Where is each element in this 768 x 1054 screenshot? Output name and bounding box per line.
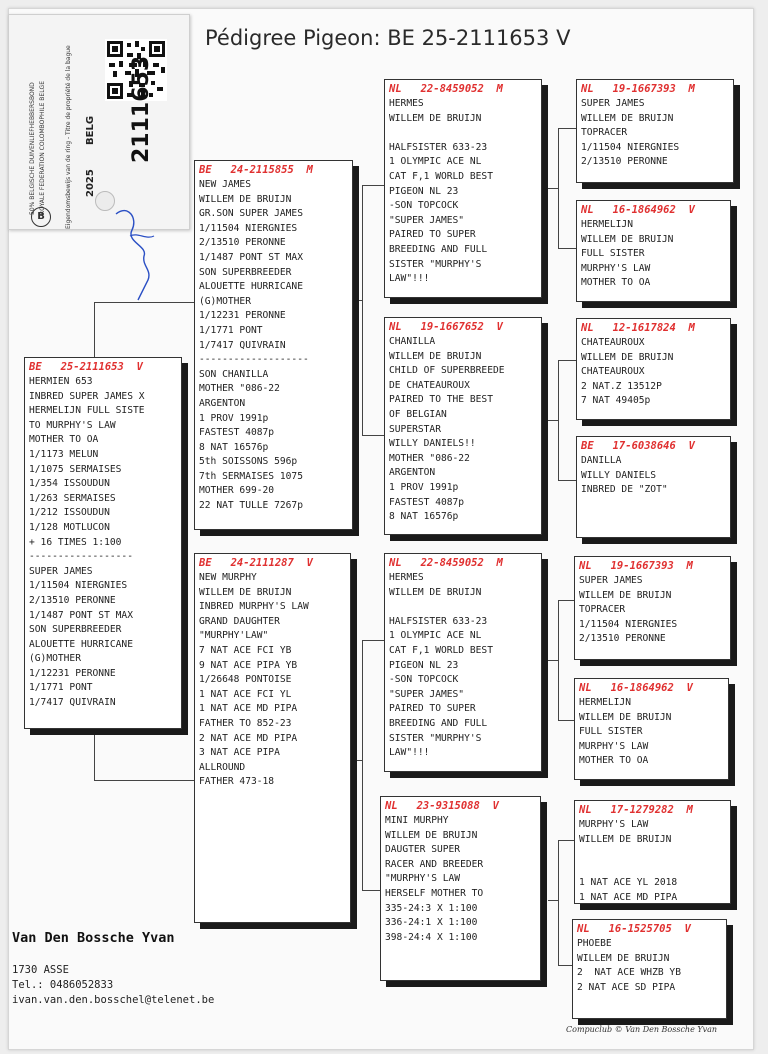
pigeon-card-sire-dam-sire bbox=[576, 318, 731, 420]
pigeon-card-sire-sire bbox=[384, 79, 542, 298]
pedigree-line: 1/11504 NIERGNIES bbox=[29, 580, 128, 592]
page-title: Pédigree Pigeon: BE 25-2111653 V bbox=[205, 26, 571, 50]
pedigree-line: MOTHER TO OA bbox=[29, 434, 99, 446]
pedigree-line: 1 NAT ACE FCI YL bbox=[199, 688, 292, 700]
connector-line bbox=[558, 360, 576, 361]
pedigree-line: 335-24:3 X 1:100 bbox=[385, 902, 478, 914]
pedigree-line: GR.SON SUPER JAMES bbox=[199, 208, 303, 220]
pedigree-line: 1/26648 PONTOISE bbox=[199, 674, 292, 686]
pigeon-card-sire-sire-sire bbox=[576, 79, 734, 183]
connector-line bbox=[548, 188, 558, 189]
pedigree-line: WILLEM DE BRUIJN bbox=[579, 711, 672, 723]
pedigree-line: HERMIEN 653 bbox=[29, 376, 93, 387]
pedigree-line: ALOUETTE HURRICANE bbox=[29, 638, 133, 650]
pedigree-line: HERMES bbox=[389, 98, 424, 109]
pedigree-line: -SON TOPCOCK bbox=[389, 200, 459, 212]
pedigree-line: "SUPER JAMES" bbox=[389, 214, 465, 226]
ring-number: BE 24-2111287 V bbox=[199, 557, 313, 569]
ring-number: NL 23-9315088 V bbox=[385, 800, 499, 812]
pedigree-line: SON SUPERBREEDER bbox=[29, 624, 122, 636]
pedigree-line: MOTHER TO OA bbox=[579, 755, 649, 767]
pedigree-line: PHOEBE bbox=[577, 938, 612, 949]
connector-line bbox=[558, 840, 559, 965]
pedigree-line: HERMES bbox=[389, 572, 424, 583]
federation-seal-icon: B bbox=[31, 207, 51, 227]
pedigree-line: 1/128 MOTLUCON bbox=[29, 521, 110, 533]
pedigree-line: SUPER JAMES bbox=[29, 565, 93, 577]
pedigree-line: FULL SISTER bbox=[579, 726, 643, 738]
pigeon-card-dam-dam-dam bbox=[572, 919, 727, 1019]
pedigree-line: WILLEM DE BRUIJN bbox=[579, 589, 672, 601]
pedigree-line: 1/1771 PONT bbox=[199, 324, 263, 336]
pedigree-line: FULL SISTER bbox=[581, 248, 645, 260]
pedigree-line: 2/13510 PERONNE bbox=[29, 594, 116, 606]
pedigree-line: WILLY DANIELS bbox=[581, 469, 657, 481]
owner-email: ivan.van.den.bosschel@telenet.be bbox=[12, 994, 215, 1006]
connector-line bbox=[352, 760, 362, 761]
pedigree-line: WILLEM DE BRUIJN bbox=[581, 112, 674, 124]
pedigree-line: 1/12231 PERONNE bbox=[199, 310, 286, 322]
connector-line bbox=[558, 480, 576, 481]
pedigree-line: NEW JAMES bbox=[199, 179, 251, 190]
pedigree-line: CAT F,1 WORLD BEST bbox=[389, 170, 493, 182]
pigeon-card-sire bbox=[194, 160, 353, 530]
pigeon-card-dam-sire bbox=[384, 553, 542, 772]
connector-line bbox=[558, 600, 559, 720]
pedigree-line: DAUGTER SUPER bbox=[385, 844, 461, 856]
pedigree-line: CHANILLA bbox=[389, 336, 436, 347]
pedigree-line: 7th SERMAISES 1075 bbox=[199, 470, 303, 482]
pedigree-line: -SON TOPCOCK bbox=[389, 674, 459, 686]
pedigree-line: ARGENTON bbox=[199, 397, 246, 409]
connector-line bbox=[94, 730, 95, 780]
sticker-text-line: ROYALE FEDERATION COLOMBOPHILE BELGE bbox=[39, 81, 46, 215]
pedigree-line: ARGENTON bbox=[389, 467, 436, 479]
pedigree-line: LAW"!!! bbox=[389, 747, 430, 759]
pedigree-line: WILLEM DE BRUIJN bbox=[385, 829, 478, 841]
owner-postal: 1730 ASSE bbox=[12, 964, 69, 976]
connector-line bbox=[94, 302, 194, 303]
pedigree-line: SISTER "MURPHY'S bbox=[389, 258, 482, 270]
pedigree-line: MOTHER "086-22 bbox=[389, 452, 470, 464]
ring-number: NL 16-1864962 V bbox=[581, 204, 695, 216]
ring-number: NL 16-1525705 V bbox=[577, 923, 691, 935]
pedigree-line: INBRED SUPER JAMES X bbox=[29, 390, 145, 402]
sticker-text-line: 50% BELGISCHE DUIVENLIEFHEBBERSBOND bbox=[29, 82, 36, 215]
pedigree-line: (G)MOTHER bbox=[199, 295, 251, 307]
connector-line bbox=[558, 360, 559, 480]
pigeon-card-dam-sire-sire bbox=[574, 556, 731, 660]
pigeon-card-sire-dam-dam bbox=[576, 436, 731, 538]
connector-line bbox=[94, 302, 95, 358]
connector-line bbox=[548, 900, 558, 901]
pedigree-line: SON CHANILLA bbox=[199, 368, 269, 380]
pedigree-line: HERMELIJN bbox=[579, 697, 631, 708]
pigeon-card-sire-sire-dam bbox=[576, 200, 731, 302]
pedigree-line: ------------------- bbox=[199, 354, 309, 366]
pedigree-line bbox=[579, 847, 726, 862]
ring-number: NL 19-1667652 V bbox=[389, 321, 503, 333]
connector-line bbox=[548, 660, 558, 661]
pedigree-line: CHATEAUROUX bbox=[581, 366, 645, 378]
pedigree-line: PAIRED TO THE BEST bbox=[389, 394, 493, 406]
pedigree-line: MOTHER TO OA bbox=[581, 277, 651, 289]
pedigree-line: GRAND DAUGHTER bbox=[199, 615, 280, 627]
pedigree-line: 2 NAT.Z 13512P bbox=[581, 380, 662, 392]
pedigree-line: 2/13510 PERONNE bbox=[581, 156, 668, 168]
pedigree-line: 8 NAT 16576p bbox=[389, 511, 459, 523]
pedigree-line: DE CHATEAUROUX bbox=[389, 379, 470, 391]
pedigree-line: (G)MOTHER bbox=[29, 653, 81, 665]
ring-number: NL 17-1279282 M bbox=[579, 804, 693, 816]
sticker-ring-number: 2111653 bbox=[129, 55, 154, 163]
pedigree-line: 1 NAT ACE MD PIPA bbox=[579, 891, 678, 903]
connector-line bbox=[558, 128, 576, 129]
connector-line bbox=[352, 300, 362, 301]
ring-number: NL 19-1667393 M bbox=[581, 83, 695, 95]
pedigree-line: SUPER JAMES bbox=[579, 575, 643, 586]
connector-line bbox=[362, 640, 384, 641]
pedigree-line: LAW"!!! bbox=[389, 273, 430, 285]
pedigree-line: SON SUPERBREEDER bbox=[199, 266, 292, 278]
pedigree-line: TO MURPHY'S LAW bbox=[29, 419, 116, 431]
pedigree-line: "SUPER JAMES" bbox=[389, 688, 465, 700]
pedigree-line: 1/1487 PONT ST MAX bbox=[199, 251, 303, 263]
pedigree-line: WILLEM DE BRUIJN bbox=[389, 112, 482, 124]
connector-line bbox=[558, 248, 576, 249]
pedigree-line: 1 OLYMPIC ACE NL bbox=[389, 630, 482, 642]
pigeon-card-dam-dam bbox=[380, 796, 541, 981]
pedigree-line: TOPRACER bbox=[579, 604, 626, 616]
pedigree-line: HERMELIJN FULL SISTE bbox=[29, 405, 145, 417]
pedigree-line: 7 NAT 49405p bbox=[581, 395, 651, 407]
pigeon-card-sire-dam bbox=[384, 317, 542, 535]
pedigree-line: ALLROUND bbox=[199, 761, 246, 773]
pedigree-line: 1/7417 QUIVRAIN bbox=[199, 339, 286, 351]
pedigree-line: WILLEM DE BRUIJN bbox=[199, 193, 292, 205]
pedigree-line: HERMELIJN bbox=[581, 219, 633, 230]
pigeon-card-dam bbox=[194, 553, 351, 923]
connector-line bbox=[558, 128, 559, 248]
pedigree-line: PAIRED TO SUPER bbox=[389, 703, 476, 715]
pedigree-line: WILLEM DE BRUIJN bbox=[581, 351, 674, 363]
pedigree-line: INBRED MURPHY'S LAW bbox=[199, 601, 309, 613]
pedigree-line: 1/263 SERMAISES bbox=[29, 492, 116, 504]
connector-line bbox=[362, 435, 384, 436]
ring-number: BE 17-6038646 V bbox=[581, 440, 695, 452]
connector-line bbox=[548, 420, 558, 421]
ring-number: NL 19-1667393 M bbox=[579, 560, 693, 572]
pedigree-line: FASTEST 4087p bbox=[389, 496, 465, 508]
pedigree-line: 1 OLYMPIC ACE NL bbox=[389, 156, 482, 168]
pedigree-line: WILLEM DE BRUIJN bbox=[579, 833, 672, 845]
pedigree-line: FATHER TO 852-23 bbox=[199, 717, 292, 729]
ring-number: NL 12-1617824 M bbox=[581, 322, 695, 334]
connector-line bbox=[362, 185, 384, 186]
pedigree-line: 5th SOISSONS 596p bbox=[199, 456, 298, 468]
pedigree-line: RACER AND BREEDER bbox=[385, 858, 484, 870]
pedigree-line: 1/12231 PERONNE bbox=[29, 667, 116, 679]
pedigree-line: MOTHER "086-22 bbox=[199, 383, 280, 395]
pedigree-line: INBRED DE "ZOT" bbox=[581, 484, 668, 496]
pedigree-line: BREEDING AND FULL bbox=[389, 243, 488, 255]
pedigree-line: OF BELGIAN bbox=[389, 408, 447, 420]
pedigree-line: NEW MURPHY bbox=[199, 572, 257, 583]
connector-line bbox=[94, 780, 194, 781]
pedigree-line: TOPRACER bbox=[581, 127, 628, 139]
pedigree-line: 9 NAT ACE PIPA YB bbox=[199, 659, 298, 671]
pedigree-line: 1/212 ISSOUDUN bbox=[29, 507, 110, 519]
pedigree-line: DANILLA bbox=[581, 455, 622, 466]
sticker-country: BELG bbox=[85, 115, 96, 145]
pedigree-line: PAIRED TO SUPER bbox=[389, 229, 476, 241]
pedigree-line: 398-24:4 X 1:100 bbox=[385, 931, 478, 943]
pedigree-line: CHATEAUROUX bbox=[581, 337, 645, 348]
pedigree-line: PIGEON NL 23 bbox=[389, 185, 459, 197]
pigeon-card-dam-dam-sire bbox=[574, 800, 731, 904]
pedigree-line: 1 NAT ACE MD PIPA bbox=[199, 703, 298, 715]
ring-number: BE 24-2115855 M bbox=[199, 164, 313, 176]
pedigree-line: 1 NAT ACE YL 2018 bbox=[579, 877, 678, 889]
pedigree-line: 1/1771 PONT bbox=[29, 682, 93, 694]
pedigree-line: 2 NAT ACE WHZB YB bbox=[577, 967, 681, 979]
pedigree-line: 1/1173 MELUN bbox=[29, 448, 99, 460]
pedigree-line: BREEDING AND FULL bbox=[389, 717, 488, 729]
owner-telephone: Tel.: 0486052833 bbox=[12, 979, 114, 991]
pedigree-line: 1 PROV 1991p bbox=[389, 481, 459, 493]
ring-number: NL 22-8459052 M bbox=[389, 557, 503, 569]
pedigree-line: PIGEON NL 23 bbox=[389, 659, 459, 671]
pedigree-line: SUPERSTAR bbox=[389, 423, 441, 435]
ring-number: NL 22-8459052 M bbox=[389, 83, 503, 95]
pedigree-line: 2 NAT ACE SD PIPA bbox=[577, 981, 676, 993]
pedigree-line: 1 PROV 1991p bbox=[199, 412, 269, 424]
pedigree-line: SISTER "MURPHY'S bbox=[389, 732, 482, 744]
pedigree-line bbox=[389, 600, 537, 615]
pigeon-card-dam-sire-dam bbox=[574, 678, 729, 780]
connector-line bbox=[362, 185, 363, 435]
pedigree-line bbox=[579, 862, 726, 877]
pedigree-line: HALFSISTER 633-23 bbox=[389, 615, 488, 627]
pedigree-line: MINI MURPHY bbox=[385, 815, 449, 826]
pedigree-line: 2 NAT ACE MD PIPA bbox=[199, 732, 298, 744]
pedigree-line: ------------------ bbox=[29, 551, 133, 563]
pedigree-line: CAT F,1 WORLD BEST bbox=[389, 644, 493, 656]
pedigree-line: WILLEM DE BRUIJN bbox=[199, 586, 292, 598]
pigeon-card-subject bbox=[24, 357, 182, 729]
pedigree-line: HERSELF MOTHER TO bbox=[385, 887, 484, 899]
pedigree-line: MOTHER 699-20 bbox=[199, 485, 275, 497]
pedigree-line: MURPHY'S LAW bbox=[581, 262, 651, 274]
pedigree-line: CHILD OF SUPERBREEDE bbox=[389, 365, 505, 377]
pedigree-line: 2/13510 PERONNE bbox=[199, 237, 286, 249]
pedigree-line: WILLEM DE BRUIJN bbox=[389, 350, 482, 362]
sticker-text-line: Eigendomsbewijs van de ring - Titre de propriété de la bague bbox=[65, 45, 72, 229]
pedigree-line: "MURPHY'LAW" bbox=[199, 630, 269, 642]
pedigree-line: 3 NAT ACE PIPA bbox=[199, 747, 280, 759]
pedigree-line: 2/13510 PERONNE bbox=[579, 633, 666, 645]
pedigree-line: FASTEST 4087p bbox=[199, 427, 275, 439]
pedigree-line: ALOUETTE HURRICANE bbox=[199, 281, 303, 293]
owner-name: Van Den Bossche Yvan bbox=[12, 930, 175, 946]
pedigree-line: 1/1487 PONT ST MAX bbox=[29, 609, 133, 621]
ring-number: NL 16-1864962 V bbox=[579, 682, 693, 694]
pedigree-line: 1/7417 QUIVRAIN bbox=[29, 697, 116, 709]
pedigree-line: HALFSISTER 633-23 bbox=[389, 141, 488, 153]
signature-icon bbox=[108, 196, 168, 316]
pedigree-line: MURPHY'S LAW bbox=[579, 819, 649, 830]
pedigree-line: SUPER JAMES bbox=[581, 98, 645, 109]
pedigree-line: WILLEM DE BRUIJN bbox=[581, 233, 674, 245]
pedigree-line: FATHER 473-18 bbox=[199, 776, 275, 788]
pedigree-line bbox=[389, 126, 537, 141]
pedigree-line: MURPHY'S LAW bbox=[579, 740, 649, 752]
sticker-year: 2025 bbox=[85, 169, 96, 197]
pedigree-line: "MURPHY'S LAW bbox=[385, 873, 461, 885]
pedigree-line: WILLEM DE BRUIJN bbox=[577, 952, 670, 964]
pedigree-line: 7 NAT ACE FCI YB bbox=[199, 644, 292, 656]
ring-number: BE 25-2111653 V bbox=[29, 361, 143, 373]
footer-credit: Compuclub © Van Den Bossche Yvan bbox=[566, 1025, 718, 1034]
pedigree-line: 1/354 ISSOUDUN bbox=[29, 478, 110, 490]
pedigree-line: WILLY DANIELS!! bbox=[389, 438, 476, 450]
pedigree-line: 1/1075 SERMAISES bbox=[29, 463, 122, 475]
pedigree-line: 8 NAT 16576p bbox=[199, 441, 269, 453]
pedigree-line: 22 NAT TULLE 7267p bbox=[199, 500, 303, 512]
pedigree-line: + 16 TIMES 1:100 bbox=[29, 536, 122, 548]
pedigree-line: 1/11504 NIERGNIES bbox=[579, 618, 678, 630]
connector-line bbox=[362, 640, 363, 890]
pedigree-line: 336-24:1 X 1:100 bbox=[385, 917, 478, 929]
pedigree-line: 1/11504 NIERGNIES bbox=[199, 222, 298, 234]
pedigree-line: 1/11504 NIERGNIES bbox=[581, 141, 680, 153]
pedigree-line: WILLEM DE BRUIJN bbox=[389, 586, 482, 598]
